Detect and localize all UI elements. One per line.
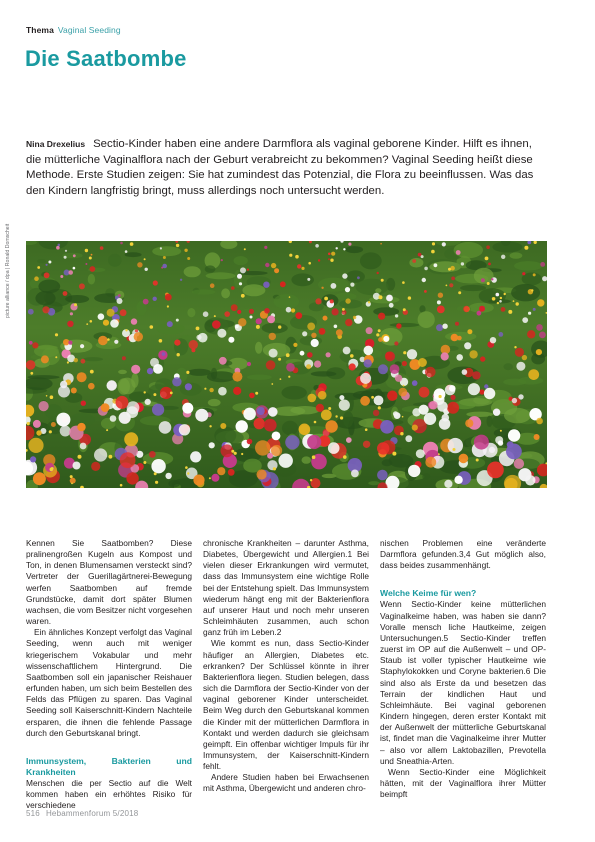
section-kicker [26,25,121,35]
page-number: 516 [26,809,40,818]
paragraph: Wenn Sectio-Kinder keine mütterlichen Vaginalkeime haben, was haben sie dann? Voralle mensch liche Hautkeime, zeigen Untersuchungen.5 Sectio-Kinder treffen zuerst im OP auf die Außenwelt – und OP-Staub ist voller typischer Hautkeime wie Staphylokokken und Coryne bakterien.6 Die sind also als Erste da und besetzen das Terrain der kindlichen Haut und Schleimhäute. Bei vaginal geborenen Kindern hingegen, deren erster Kontakt mit der Außenwelt der mütterliche Geburtskanal ist, findet man die Vaginalkeime ihrer Mutter – also vor allem Laktobazillen, Prevotella und Sneathia-Arten. [380,599,546,766]
lead-text: Sectio-Kinder haben eine andere Darmflora als vaginal geborene Kinder. Hilft es ihnen, die mütterliche Vaginalflora nach der Geburt verabreicht zu bekommen? Vaginal Seeding heißt diese Methode. Erste Studien zeigen: Sie hat zumindest das Potenzial, die Flora zu beeinflussen. Was das den Kindern langfristig bringt, muss allerdings noch untersucht werden. [26,138,534,197]
paragraph: Wenn Sectio-Kinder eine Möglichkeit hätten, mit der Vaginalflora ihrer Mütter beimpft [380,766,546,800]
page-footer [26,809,138,818]
section-heading: Welche Keime für wen? [380,588,477,599]
kicker-topic: Vaginal Seeding [57,25,121,35]
flower-meadow-photo [26,241,547,488]
photo-credit: picture alliance / dpa | Ronald Domscheit [5,223,11,318]
paragraph: Ein ähnliches Konzept verfolgt das Vaginal Seeding, wenn auch mit weniger kriegerischem Vokabular und mehr wissenschaftlichem Hintergrund. Die Saatbomben soll ein japanischer Reishauer erfunden haben, um sich beim Bestellen des Felds das Pflügen zu sparen. Das Vaginal Seeding soll Kaiserschnitt-Kindern Nachteile ersparen, die ihnen die fehlende Passage durch den Geburtskanal bringt. [26,627,192,738]
text-column-1 [26,538,192,811]
article-title: Die Saatbombe [25,46,187,71]
paragraph: Wie kommt es nun, dass Sectio-Kinder häufiger an Allergien, Diabetes etc. erkranken? Der Schlüssel könnte in ihrer Bakterienflora liegen. Studien belegen, dass sich die Darmflora der Sectio-Kinder von der vaginal geborener Kinder unterscheidet. Beim Weg durch den Geburtskanal kommen die Kinder mit der mütterlichen Darmflora in Kontakt und werden dadurch sie gleichsam geimpft. Ein offenbar wichtiger Impuls für ihr Immunsystem, der Kaiserschnitt-Kindern fehlt. [203,638,369,772]
paragraph: Menschen die per Sectio auf die Welt kommen haben ein erhöhtes Risiko für verschiedene [26,777,192,811]
author-name: Nina Drexelius [26,139,86,149]
text-column-2 [203,538,369,795]
section-heading: Immunsystem, Bakterien und Krankheiten [26,755,192,777]
kicker-label: Thema [26,25,54,35]
article-lead [26,137,546,199]
paragraph: nischen Problemen eine veränderte Darmflora gefunden.3,4 Gut möglich also, dass beides zusammenhängt. [380,538,546,571]
paragraph: Kennen Sie Saatbomben? Diese pralinengroßen Kugeln aus Kompost und Ton, in denen Blumensamen versteckt sind? Vertreter der Guerillagärtnerei-Bewegung werfen Saatbomben auf fremde Grundstücke, damit dort später Blumen wachsen, die vom Besitzer nicht vorgesehen waren. [26,538,192,627]
paragraph: chronische Krankheiten – darunter Asthma, Diabetes, Übergewicht und Allergien.1 Bei vielen dieser Erkrankungen wird vermutet, dass das Immunsystem eine wichtige Rolle bei der Entstehung spielt. Das Immunsystem wiederum hängt eng mit der Bakterienflora auf unserer Haut und noch mehr unseren Schleimhäuten zusammen, auch schon ganz früh im Leben.2 [203,538,369,638]
text-column-3 [380,538,546,800]
publication-name: Hebammenforum 5/2018 [45,809,139,818]
paragraph: Andere Studien haben bei Erwachsenen mit Asthma, Übergewicht und anderen chro- [203,772,369,794]
meadow-illustration [26,241,547,488]
